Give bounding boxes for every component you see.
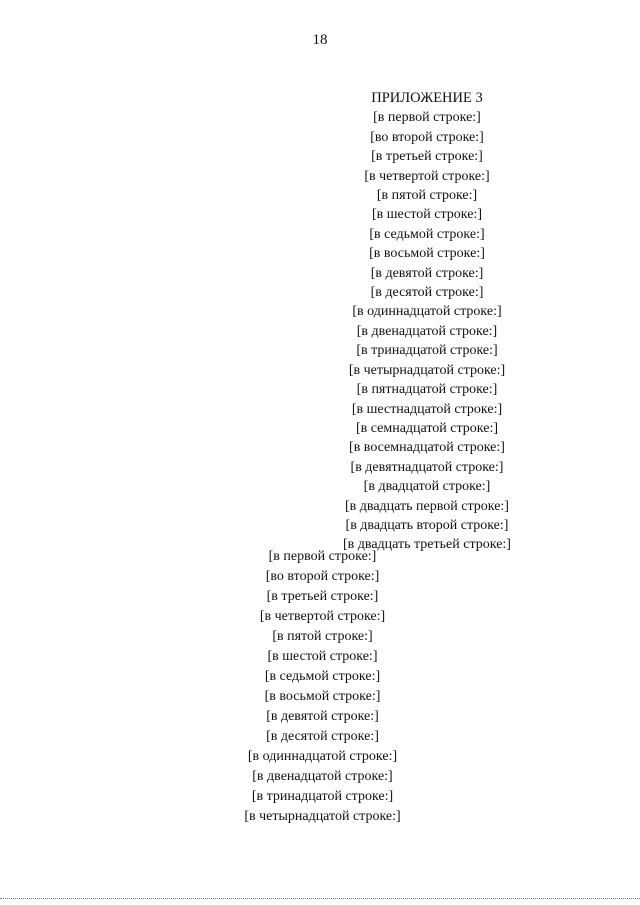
appendix-line: [в девятнадцатой строке:]: [350, 459, 504, 475]
plan-line: [в шестой строке:]: [267, 649, 378, 664]
appendix-line: [в двенадцатой строке:]: [356, 323, 498, 339]
appendix-line: [в семнадцатой строке:]: [355, 420, 499, 436]
appendix-line: [в тринадцатой строке:]: [356, 343, 498, 359]
plan-line: [в девятой строке:]: [266, 709, 379, 724]
plan-line: [в третьей строке:]: [266, 589, 379, 604]
plan-line: [в одиннадцатой строке:]: [247, 749, 398, 764]
plan-line: [в восьмой строке:]: [264, 689, 381, 704]
plan-line: [в пятой строке:]: [272, 629, 373, 644]
plan-line: [в десятой строке:]: [266, 729, 379, 744]
appendix-line: [в шестой строке:]: [372, 207, 482, 223]
plan-line: [в первой строке:]: [268, 549, 377, 564]
appendix-line: [в десятой строке:]: [370, 285, 484, 301]
appendix-line: [в двадцать первой строке:]: [345, 498, 509, 514]
appendix-line: [в восьмой строке:]: [369, 246, 485, 262]
appendix-line: [в четвертой строке:]: [364, 168, 490, 184]
appendix-line: [в третьей строке:]: [371, 149, 483, 165]
appendix-header-block: [262, 89, 592, 555]
appendix-line: [в первой строке:]: [373, 110, 481, 126]
appendix-line: [в девятой строке:]: [370, 265, 484, 281]
appendix-line: [во второй строке:]: [370, 129, 484, 145]
appendix-title: ПРИЛОЖЕНИЕ 3: [371, 90, 483, 106]
appendix-line: [в пятой строке:]: [376, 188, 478, 204]
plan-line: [в седьмой строке:]: [264, 669, 381, 684]
appendix-line: [в четырнадцатой строке:]: [348, 362, 506, 378]
appendix-line: [в одиннадцатой строке:]: [352, 304, 502, 320]
appendix-line: [в седьмой строке:]: [369, 226, 485, 242]
page-number: 18: [312, 32, 328, 48]
appendix-line: [в пятнадцатой строке:]: [356, 382, 498, 398]
plan-line: [в двенадцатой строке:]: [252, 769, 393, 784]
appendix-line: [в двадцать второй строке:]: [345, 517, 509, 533]
plan-line: [в четырнадцатой строке:]: [244, 809, 401, 824]
plan-line: [в тринадцатой строке:]: [251, 789, 394, 804]
plan-line: [в четвертой строке:]: [259, 609, 386, 624]
appendix-line: [в двадцатой строке:]: [363, 479, 491, 495]
appendix-line: [в шестнадцатой строке:]: [351, 401, 503, 417]
appendix-line: [в восемнадцатой строке:]: [349, 440, 505, 456]
appendix-line: [в двадцать третьей строке:]: [343, 537, 511, 553]
plan-description-block: [50, 547, 595, 827]
plan-line: [во второй строке:]: [265, 569, 380, 584]
scan-edge-divider: [0, 898, 640, 899]
